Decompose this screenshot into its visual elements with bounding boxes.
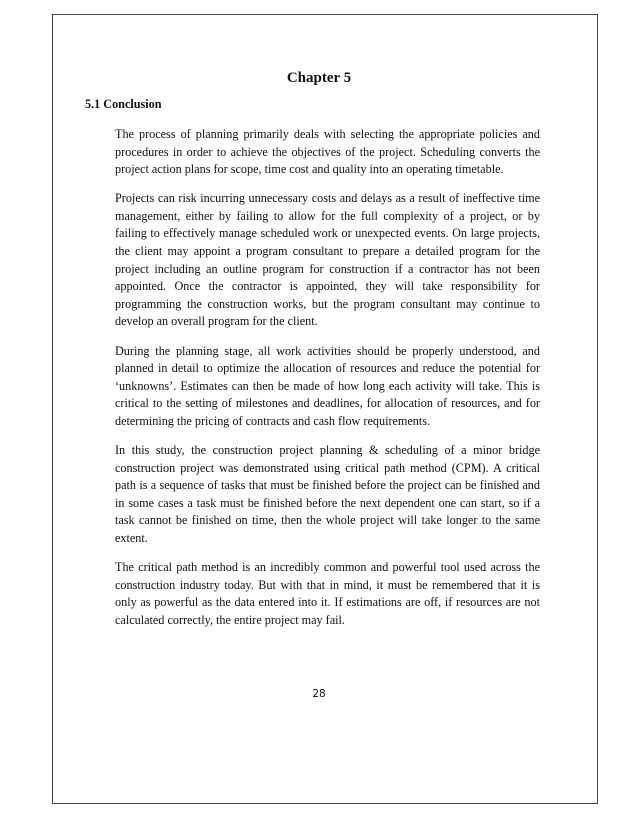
paragraph-critical-path-method: The critical path method is an incredibly common and powerful tool used across the construction industry today. But with that in mind, it must be remembered that it is only as powerful as the data entered into it. If estimations are off, if resources are not calculated correctly, the entire project may fail. [115, 560, 540, 627]
paragraph-time-management: Projects can risk incurring unnecessary costs and delays as a result of ineffective time management, either by failing to allow for the full complexity of a project, or by failing to effectively manage scheduled work or unexpected events. On large projects, the client may appoint a program consultant to prepare a detailed program for the project including an outline program for construction if a contractor has not been appointed. Once the contractor is appointed, they will take responsibility for programming the construction works, but the program consultant may continue to develop an overall program for the client. [115, 191, 540, 329]
paragraph-study: In this study, the construction project planning & scheduling of a minor bridge construction project was demonstrated using critical path method (CPM). A critical path is a sequence of tasks that must be finished before the project can be finished and in some cases a task must be finished before the next dependent one can start, so if a task cannot be finished on time, then the whole project will take longer to the same extent. [115, 443, 540, 545]
section-heading: 5.1 Conclusion [85, 97, 162, 111]
paragraph-planning-stage: During the planning stage, all work activities should be properly understood, and planned in detail to optimize the allocation of resources and reduce the potential for ‘unknowns’. Estimates can then be made of how long each activity will take. This is critical to the setting of milestones and deadlines, for allocation of resources, and for determining the pricing of contracts and cash flow requirements. [115, 343, 540, 428]
page-number: 28 [312, 688, 326, 700]
chapter-title: Chapter 5 [286, 70, 352, 86]
body-text [115, 126, 540, 641]
paragraph-planning: The process of planning primarily deals with selecting the appropriate policies and procedures in order to achieve the objectives of the project. Scheduling converts the project action plans for scope, time cost and quality into an operating timetable. [115, 127, 540, 177]
